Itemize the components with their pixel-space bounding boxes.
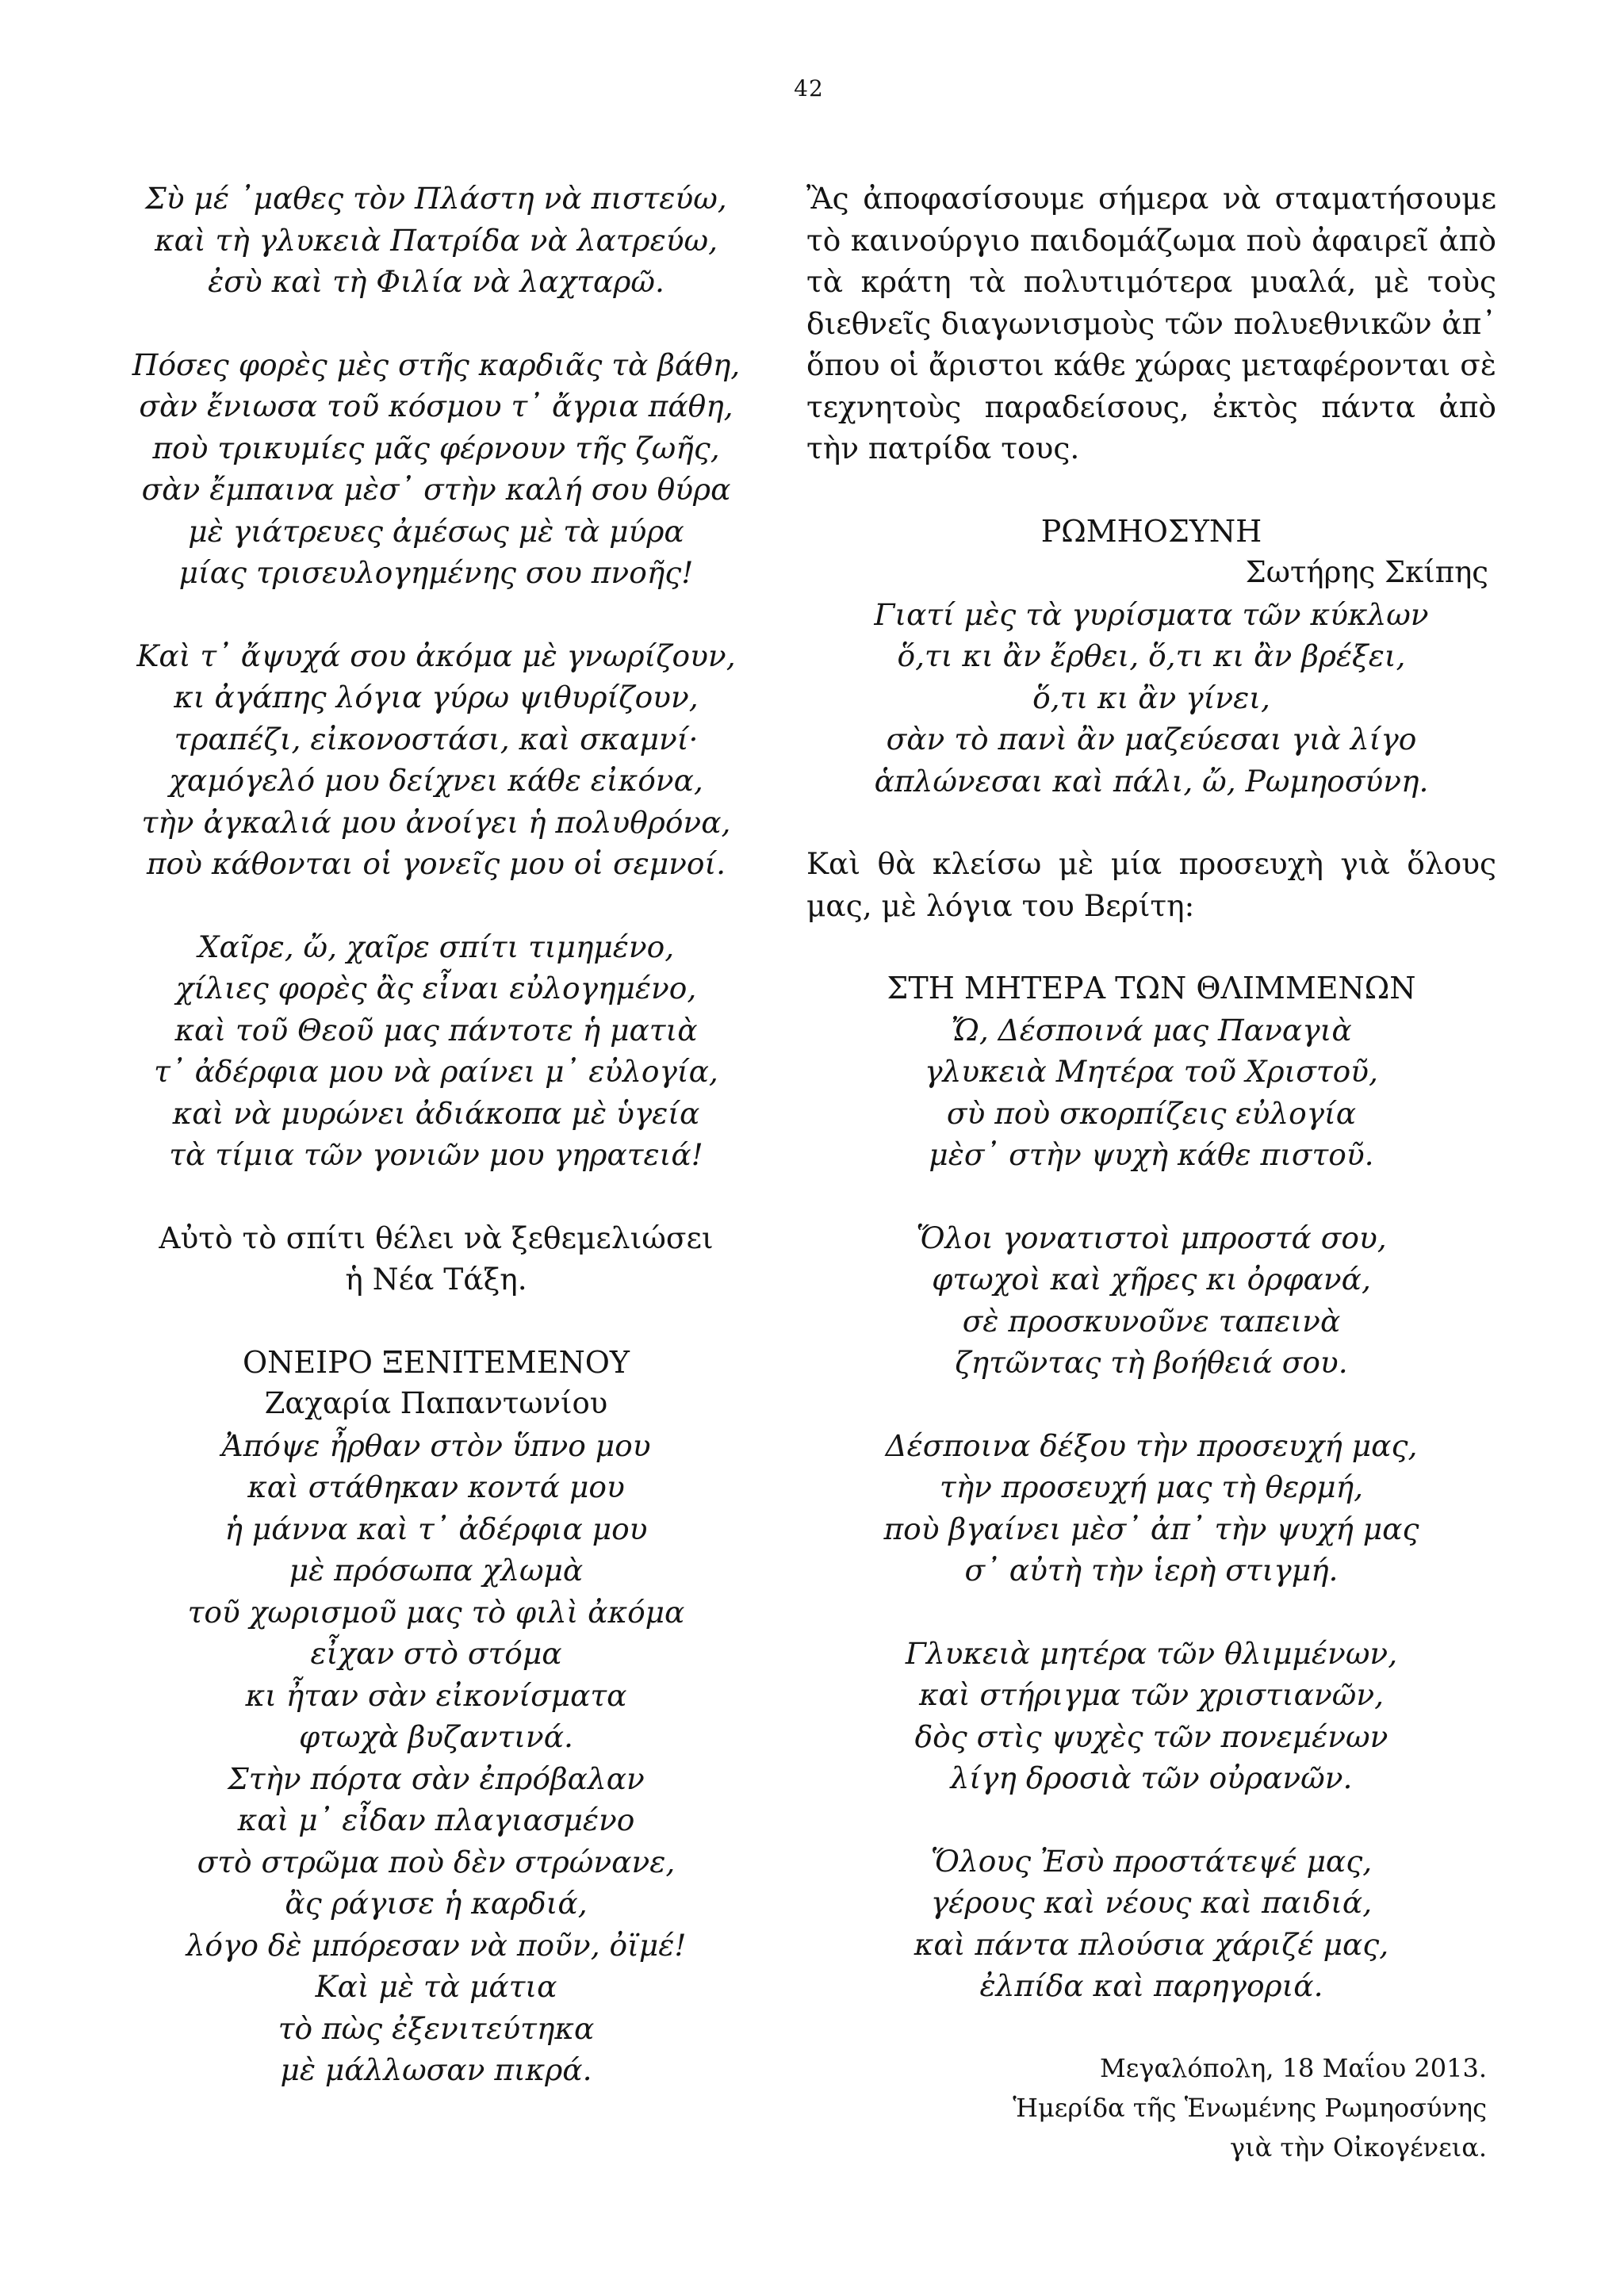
poem-line: σὺ ποὺ σκορπίζεις εὐλογία — [946, 1095, 1357, 1131]
poem-title: ΣΤΗ ΜΗΤΕΡΑ ΤΩΝ ΘΛΙΜΜΕΝΩΝ — [887, 971, 1416, 1006]
poem-line: κι ἀγάπης λόγια γύρω ψιθυρίζουν, — [174, 680, 699, 715]
poem-line: γέρους καὶ νέους καὶ παιδιά, — [930, 1885, 1373, 1920]
poem-line: ἐσὺ καὶ τὴ Φιλία νὰ λαχταρῶ. — [208, 264, 665, 299]
poem-line: ἂς ράγισε ἡ καρδιά, — [285, 1886, 588, 1921]
poem-stanza — [806, 1425, 1496, 1592]
poem-line: ποὺ κάθονται οἱ γονεῖς μου οἱ σεμνοί. — [146, 846, 726, 881]
poem-line: Ὤ, Δέσποινά μας Παναγιὰ — [951, 1012, 1352, 1048]
poem-stanza — [91, 1425, 781, 2091]
poem-line: ὅ,τι κι ἂν ἔρθει, ὅ,τι κι ἂν βρέξει, — [897, 638, 1406, 673]
poem-line: ποὺ βγαίνει μὲσ᾿ ἀπ᾿ τὴν ψυχή μας — [883, 1511, 1419, 1546]
poem-line: ἁπλώνεσαι καὶ πάλι, ὤ, Ρωμηοσύνη. — [874, 763, 1429, 799]
poem-line: χίλιες φορὲς ἂς εἶναι εὐλογημένο, — [175, 971, 697, 1006]
poem-line: καὶ μ᾿ εἶδαν πλαγιασμένο — [237, 1803, 635, 1837]
poem-line: καὶ πάντα πλούσια χάριζέ μας, — [914, 1926, 1389, 1962]
poem-line: Γλυκειὰ μητέρα τῶν θλιμμένων, — [905, 1635, 1398, 1671]
poem-line: χαμόγελό μου δείχνει κάθε εἰκόνα, — [169, 763, 703, 798]
signoff — [806, 2048, 1496, 2167]
prose-paragraph — [91, 1217, 781, 1301]
page-number: 42 — [794, 75, 824, 102]
poem-line: Ὅλοι γονατιστοὶ μπροστά σου, — [916, 1220, 1387, 1255]
closing-paragraph: Καὶ θὰ κλείσω μὲ μία προσευχὴ γιὰ ὅλους μας, μὲ λόγια του Βερίτη: — [806, 846, 1496, 923]
poem-stanza — [806, 1633, 1496, 1799]
poem-stanza — [806, 1009, 1496, 1176]
poem-line: δὸς στὶς ψυχὲς τῶν πονεμένων — [914, 1718, 1388, 1754]
poem-line: Ὅλους Ἐσὺ προστάτεψέ μας, — [930, 1843, 1373, 1879]
poem-line: τὴν προσευχή μας τὴ θερμή, — [939, 1469, 1364, 1504]
poem-line: καὶ τὴ γλυκειὰ Πατρίδα νὰ λατρεύω, — [155, 222, 718, 258]
poem-line: σ᾿ αὐτὴ τὴν ἱερὴ στιγμή. — [964, 1553, 1339, 1588]
poem-title: ΟΝΕΙΡΟ ΞΕΝΙΤΕΜΕΝΟΥ — [243, 1344, 630, 1380]
poem-line: καὶ στήριγμα τῶν χριστιανῶν, — [918, 1677, 1385, 1712]
poem-stanza — [806, 1841, 1496, 2007]
poem-stanza — [806, 1217, 1496, 1384]
poem-line: Σὺ μέ ᾿μαθες τὸν Πλάστη νὰ πιστεύω, — [145, 181, 727, 216]
left-column — [91, 178, 781, 2091]
poem-line: σὰν ἔνιωσα τοῦ κόσμου τ᾿ ἄγρια πάθη, — [139, 389, 733, 423]
poem-line: μὲσ᾿ στὴν ψυχὴ κάθε πιστοῦ. — [929, 1137, 1374, 1172]
poem-line: ποὺ τρικυμίες μᾶς φέρνουν τῆς ζωῆς, — [152, 430, 720, 465]
poem-line: τ᾿ ἀδέρφια μου νὰ ραίνει μ᾿ εὐλογία, — [154, 1054, 718, 1089]
poem-line: Πόσες φορὲς μὲς στῆς καρδιᾶς τὰ βάθη, — [132, 347, 741, 382]
poem-line: τὰ τίμια τῶν γονιῶν μου γηρατειά! — [169, 1137, 703, 1172]
poem-line: σὰν ἔμπαινα μὲσ᾿ στὴν καλή σου θύρα — [141, 472, 731, 507]
poem-stanza — [91, 926, 781, 1176]
poem-line: Χαῖρε, ὤ, χαῖρε σπίτι τιμημένο, — [197, 929, 675, 964]
right-column — [806, 178, 1496, 2167]
poem-author: Σωτήρης Σκίπης — [1245, 555, 1488, 589]
poem-line: Δέσποινα δέξου τὴν προσευχή μας, — [885, 1427, 1418, 1463]
poem-line: Γιατί μὲς τὰ γυρίσματα τῶν κύκλων — [874, 596, 1429, 632]
poem-line: τραπέζι, εἰκονοστάσι, καὶ σκαμνί· — [174, 721, 699, 757]
prose-line: ἡ Νέα Τάξη. — [345, 1262, 527, 1297]
poem-line: καὶ στάθηκαν κοντά μου — [247, 1469, 625, 1504]
poem-line: σὲ προσκυνοῦνε ταπεινὰ — [962, 1303, 1341, 1339]
poem-line: Ἀπόψε ἦρθαν στὸν ὕπνο μου — [221, 1427, 651, 1463]
poem-line: μὲ μάλλωσαν πικρά. — [280, 2052, 592, 2087]
poem-line: τὸ πὼς ἐξενιτεύτηκα — [278, 2010, 595, 2046]
poem-line: σὰν τὸ πανὶ ἂν μαζεύεσαι γιὰ λίγο — [886, 722, 1417, 757]
poem-line: λίγη δροσιὰ τῶν οὐρανῶν. — [950, 1760, 1353, 1795]
poem-line: κι ἦταν σὰν εἰκονίσματα — [245, 1677, 627, 1713]
poem-line: καὶ νὰ μυρώνει ἀδιάκοπα μὲ ὑγεία — [172, 1095, 700, 1131]
poem-stanza — [91, 635, 781, 885]
poem-line: μίας τρισευλογημένης σου πνοῆς! — [178, 555, 694, 590]
prose-line: Αὐτὸ τὸ σπίτι θέλει νὰ ξεθεμελιώσει — [159, 1220, 714, 1255]
signoff-line: Μεγαλόπολη, 18 Μαΐου 2013. — [1099, 2052, 1487, 2083]
poem-line: Καὶ τ᾿ ἄψυχά σου ἀκόμα μὲ γνωρίζουν, — [136, 638, 736, 673]
poem-line: φτωχοὶ καὶ χῆρες κι ὀρφανά, — [932, 1262, 1371, 1297]
poem-line: εἶχαν στὸ στόμα — [310, 1636, 562, 1671]
poem-line: λόγο δὲ μπόρεσαν νὰ ποῦν, ὀϊμέ! — [186, 1927, 687, 1963]
poem-stanza — [806, 594, 1496, 803]
poem-line: μὲ πρόσωπα χλωμὰ — [289, 1553, 584, 1588]
poem-stanza — [91, 344, 781, 594]
poem-line: μὲ γιάτρευες ἀμέσως μὲ τὰ μύρα — [188, 513, 684, 549]
poem-line: ἡ μάννα καὶ τ᾿ ἀδέρφια μου — [224, 1511, 648, 1546]
poem-line: ζητῶντας τὴ βοήθειά σου. — [955, 1345, 1348, 1380]
signoff-line: Ἡμερίδα τῆς Ἑνωμένης Ρωμηοσύνης — [1013, 2092, 1487, 2123]
poem-line: καὶ τοῦ Θεοῦ μας πάντοτε ἡ ματιὰ — [174, 1012, 698, 1048]
poem-stanza — [91, 178, 781, 303]
poem-line: φτωχὰ βυζαντινά. — [299, 1719, 573, 1754]
poem-author: Ζαχαρία Παπαντωνίου — [264, 1386, 608, 1420]
poem-line: τοῦ χωρισμοῦ μας τὸ φιλὶ ἀκόμα — [187, 1594, 685, 1630]
poem-line: στὸ στρῶμα ποὺ δὲν στρώνανε, — [197, 1844, 676, 1879]
poem-line: ὅ,τι κι ἂν γίνει, — [1032, 680, 1270, 715]
signoff-line: γιὰ τὴν Οἰκογένεια. — [1229, 2132, 1487, 2163]
poem-line: ἐλπίδα καὶ παρηγοριά. — [979, 1968, 1323, 2003]
poem-line: τὴν ἀγκαλιά μου ἀνοίγει ἡ πολυθρόνα, — [141, 804, 731, 840]
poem-line: Καὶ μὲ τὰ μάτια — [315, 1969, 557, 2004]
poem-line: γλυκειὰ Μητέρα τοῦ Χριστοῦ, — [925, 1054, 1378, 1089]
poem-line: Στὴν πόρτα σὰν ἐπρόβαλαν — [228, 1760, 645, 1796]
intro-paragraph: Ἂς ἀποφασίσουμε σήμερα νὰ σταματήσουμε τὸ καινούργιο παιδομάζωμα ποὺ ἀφαιρεῖ ἀπὸ τὰ κράτη τὰ πολυτιμότερα μυαλά, μὲ τοὺς διεθνεῖς διαγωνισμοὺς τῶν πολυεθνικῶν ἀπ᾿ ὅπου οἱ ἄριστοι κάθε χώρας μεταφέρονται σὲ τεχνητοὺς παραδείσους, ἐκτὸς πάντα ἀπὸ τὴν πατρίδα τους. — [806, 181, 1496, 465]
poem-title: ΡΩΜΗΟΣΥΝΗ — [1040, 513, 1262, 549]
